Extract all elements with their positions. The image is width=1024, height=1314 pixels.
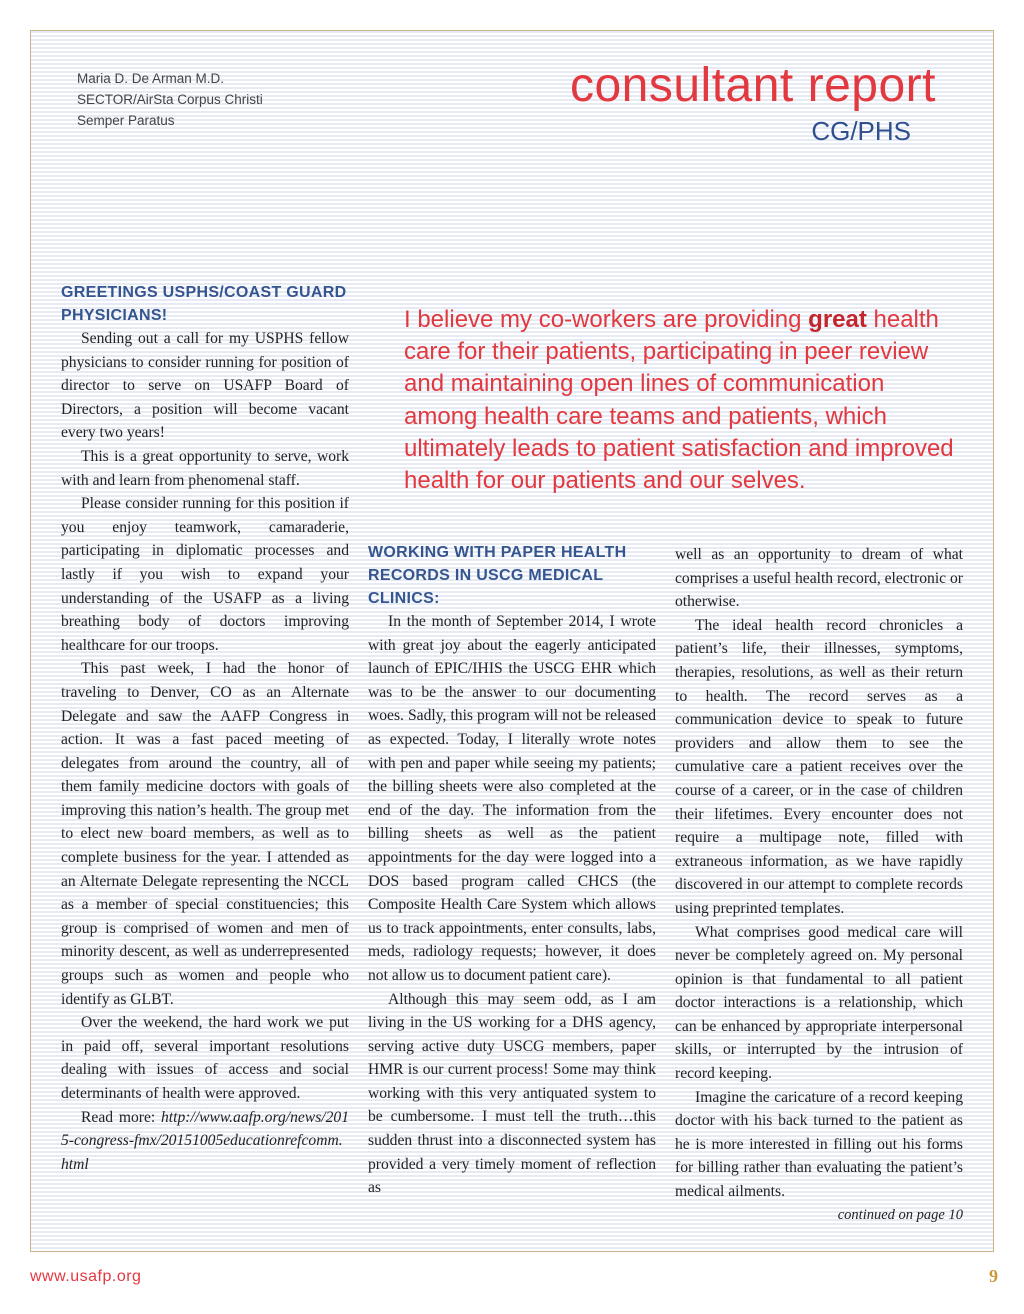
footer-url-link[interactable]: www.usafp.org	[30, 1268, 142, 1285]
paragraph: This is a great opportunity to serve, work with and learn from phenomenal staff.	[61, 447, 349, 489]
column-1	[61, 281, 349, 1176]
pull-quote-emphasis: great	[808, 306, 867, 333]
continued-note: continued on page 10	[837, 1206, 963, 1223]
page-subtitle: CG/PHS	[811, 116, 911, 146]
column-3	[675, 543, 963, 1227]
paragraph-continued: well as an opportunity to dream of what comprises a useful health record, electronic or otherwise.	[675, 546, 963, 611]
pull-quote-text-start: I believe my co-workers are providing	[404, 306, 809, 333]
article-heading-paper-records: WORKING WITH PAPER HEALTH RECORDS IN USCG MEDICAL CLINICS:	[368, 544, 627, 607]
article-heading-greetings: GREETINGS USPHS/COAST GUARD PHYSICIANS!	[61, 284, 347, 324]
page-number: 9	[989, 1266, 998, 1286]
paragraph: The ideal health record chronicles a patient’s life, their illnesses, symptoms, therapies, resolutions, as well as their return to health. The record serves as a communication device to speak to future providers and allow them to see the cumulative care a patient receives over the course of a career, or in the case of children their lifetimes. Every encounter does not require a multipage note, filled with extraneous information, as we have rapidly discovered in our attempt to complete records using preprinted templates.	[675, 616, 963, 917]
column-2	[368, 541, 656, 1200]
paragraph: Imagine the caricature of a record keeping doctor with his back turned to the patient as he is more interested in filling out his forms for billing rather than evaluating the patient’s medical ailments.	[675, 1088, 963, 1201]
read-more	[61, 1106, 349, 1177]
author-block	[77, 68, 263, 131]
paragraph: Please consider running for this position if you enjoy teamwork, camaraderie, participating in diplomatic processes and lastly if you wish to expand your understanding of the USAFP as a living breathing body of doctors improving healthcare for our troops.	[61, 495, 349, 654]
pull-quote	[404, 304, 964, 497]
author-motto: Semper Paratus	[77, 113, 175, 128]
read-more-link[interactable]: http://www.aafp.org/news/2015-congress-fmx/20151005educationrefcomm.html	[61, 1108, 349, 1173]
page-title: consultant report	[569, 59, 936, 112]
paragraph: Over the weekend, the hard work we put in paid off, several important resolutions dealing with issues of access and social determinants of health were approved.	[61, 1014, 349, 1102]
pull-quote-text-end: health care for their patients, participating in peer review and maintaining open lines of communication among health care teams and patients, which ultimately leads to patient satisfaction and improved health for our patients and our selves.	[404, 306, 954, 495]
paragraph: This past week, I had the honor of traveling to Denver, CO as an Alternate Delegate and saw the AAFP Congress in action. It was a fast paced meeting of delegates from around the country, all of them family medicine doctors with goals of improving this nation’s health. The group met to elect new board members, as well as to complete business for the year. I attended as an Alternate Delegate representing the NCCL as a member of special constituencies; this group is comprised of women and men of minority descent, as well as underrepresented groups such as women and people who identify as GLBT.	[61, 660, 349, 1008]
paragraph: What comprises good medical care will never be completely agreed on. My personal opinion is that fundamental to all patient doctor interactions is a relationship, which can be enhanced by appropriate interpersonal skills, or interrupted by the intrusion of record keeping.	[675, 923, 963, 1083]
paragraph: Sending out a call for my USPHS fellow physicians to consider running for position of director to serve on USAFP Board of Directors, a position will become vacant every two years!	[61, 330, 349, 442]
author-name: Maria D. De Arman M.D.	[77, 71, 225, 86]
read-more-label: Read more:	[81, 1108, 161, 1126]
paragraph: Although this may seem odd, as I am living in the US working for a DHS agency, serving active duty USCG members, paper HMR is our current process! Some may think working with this very antiquated system to be cumbersome. I must tell the truth…this sudden thrust into a disconnected system has provided a very timely moment of reflection as	[368, 990, 656, 1197]
paragraph: In the month of September 2014, I wrote with great joy about the eagerly anticipated launch of EPIC/IHIS the USCG EHR which was to be the answer to our documenting woes. Sadly, this program will not be released as expected. Today, I literally wrote notes with pen and paper while seeing my patients; the billing sheets were also completed at the end of the day. The information from the billing sheets as well as the patient appointments for the day were logged into a DOS based program called CHCS (the Composite Health Care System which allows us to track appointments, enter consults, labs, meds, radiology requests; however, it does not allow us to document patient care).	[368, 613, 656, 984]
author-unit: SECTOR/AirSta Corpus Christi	[77, 92, 263, 107]
